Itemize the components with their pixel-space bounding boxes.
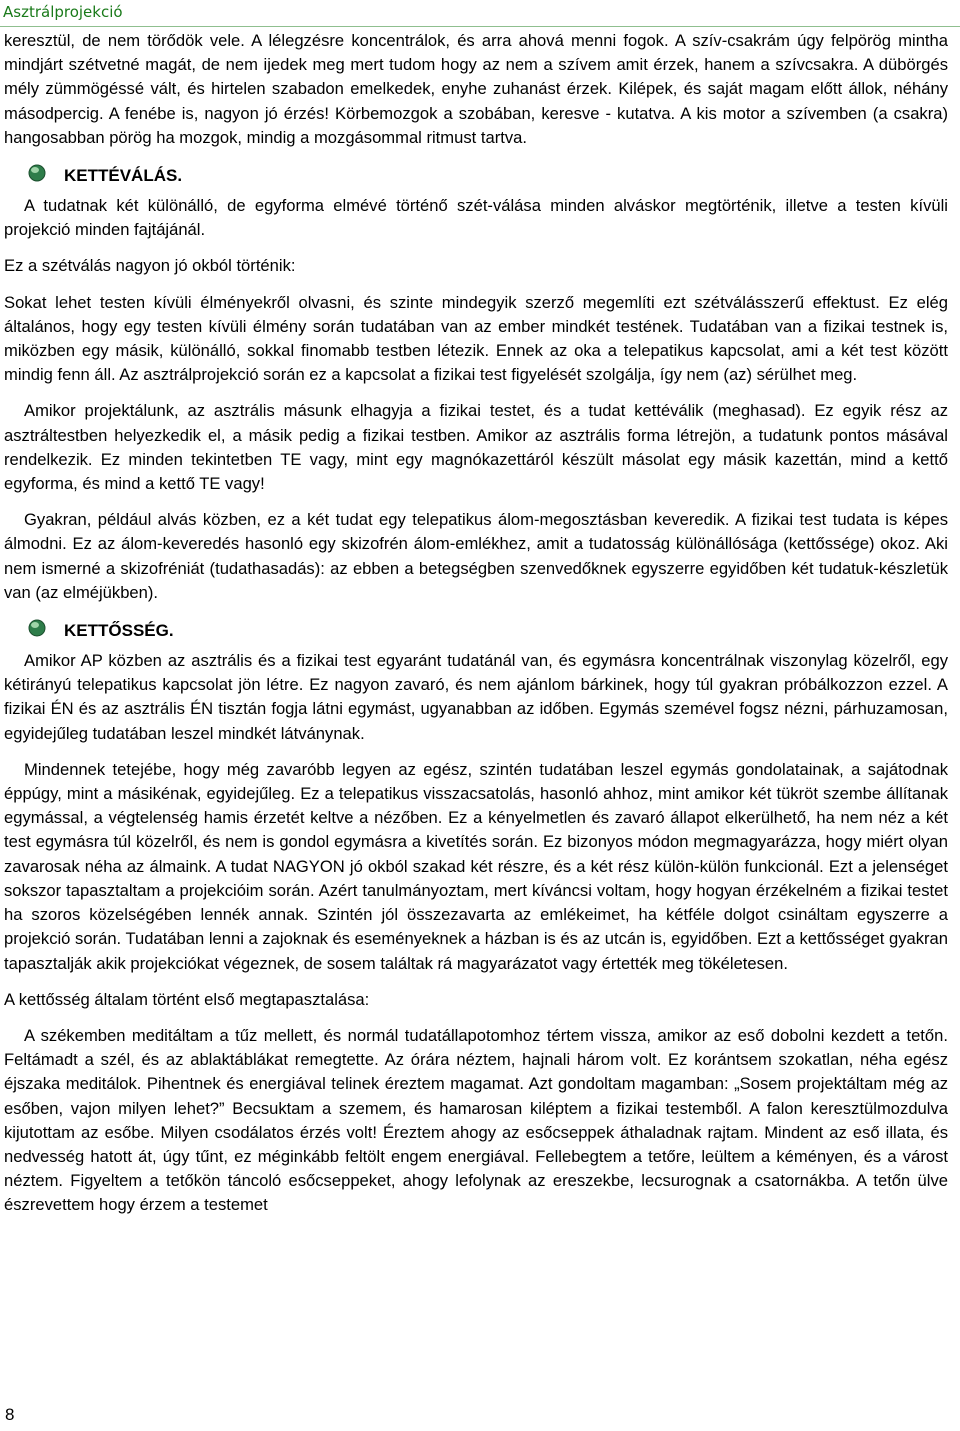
section-heading-kettosseg	[4, 615, 948, 643]
paragraph: A kettősség általam történt első megtapasztalása:	[4, 989, 370, 1009]
paragraph: A székemben meditáltam a tűz mellett, és normál tudatállapotomhoz tértem vissza, amikor az eső dobolni kezdett a tetőn. Feltámadt a szél, és az ablaktáblákat remegtette. Az órára néztem, hajnali három volt. Ez korántsem szokatlan, néha egész éjszaka meditálok. Pihentnek és energiával telinek éreztem magamat. Azt gondoltam magamban: „Sosem projektáltam még az esőben, vajon milyen lehet?” Becsuktam a szemem, és hamarosan kiléptem a fizikai testemből. A falon keresztülmozdulva kijutottam az esőbe. Milyen csodálatos érzés volt! Éreztem ahogy az esőcseppek áthaladnak rajtam. Mindent az eső illata, és nedvesség hatott át, úgy tűnt, ez méginkább feltölt engem energiával. Fellebegtem a tetőre, leültem a kéményen, és a várost néztem. Figyeltem a tetőkön táncoló esőcseppeket, ahogy lefolynak az ereszekbe, lecsurognak a csatornákba. A tetőn ülve észrevettem hogy érzem a testemet	[4, 1025, 948, 1215]
paragraph: Amikor AP közben az asztrális és a fizikai test egyaránt tudatánál van, és egymásra koncentrálnak viszonylag közelről, egy kétirányú telepatikus kapcsolat jön létre. Ez nagyon zavaró, és nem ajánlom bárkinek, hogy túl gyakran próbálkozzon ezzel. A fizikai ÉN és az asztrális ÉN tisztán fogja látni egymást, ugyanabban az időben. Egymás szemével fogsz nézni, párhuzamosan, egyidejűleg tudatában leszel mindkét látványnak.	[4, 651, 948, 743]
page-number: 8	[5, 1405, 15, 1424]
globe-bullet-icon	[28, 164, 46, 182]
paragraph-intro: keresztül, de nem törődök vele. A lélegzésre koncentrálok, és arra ahová menni fogok. A szív-csakrám úgy felpörög mintha mindjárt szétvetné magát, de nem ijedek meg mert tudom hogy az nem a szívem amit érzek, hanem a szívcsakra. A dübörgés mély zümmögéssé vált, és hirtelen szabadon emelkedek, enyhe zuhanást érzek. Kilépek, és saját magam előtt állok, néhány másodpercig. A fenébe is, nagyon jó érzés! Körbemozgok a szobában, keresve - kutatva. A kis motor a szívemben (a csakra) hangosabban pörög ha mozgok, mindig a mozgásommal ritmust tartva.	[4, 31, 948, 147]
paragraph: Gyakran, például alvás közben, ez a két tudat egy telepatikus álom-megosztásban keveredik. A fizikai test tudata is képes álmodni. Ez az álom-keveredés hasonló egy skizofrén álom-emlékhez, amit a tudatosság különállósága (kettőssége) okoz. Aki nem ismerné a skizofréniát (tudathasadás): az ebben a betegségben szenvedőknek egyszerre egyidőben két tudatuk-készletük van (az elméjükben).	[4, 510, 948, 602]
paragraph: Sokat lehet testen kívüli élményekről olvasni, és szinte mindegyik szerző megemlíti ezt szétválásszerű effektust. Ez elég általános, hogy egy testen kívüli élmény során tudatában van az ember mindkét testének. Tudatában van a fizikai testnek is, miközben egy másik, különálló, sokkal finomabb testben létezik. Ennek az oka a telepatikus kapcsolat, ami a két test között mindig fenn áll. Az asztrálprojekció során ez a kapcsolat a fizikai test figyelését szolgálja, így nem (az) sérülhet meg.	[4, 292, 948, 385]
globe-bullet-icon	[28, 619, 46, 637]
section-heading-kettevalas	[4, 160, 948, 188]
paragraph: A tudatnak két különálló, de egyforma elmévé történő szét-válása minden alváskor megtörténik, illetve a testen kívüli projekció minden fajtájánál.	[4, 196, 948, 240]
paragraph: Mindennek tetejébe, hogy még zavaróbb legyen az egész, szintén tudatában leszel egymás gondolatainak, a sajátodnak éppúgy, mint a másikénak, egyidejűleg. Ez a telepatikus visszacsatolás, hasonló ahhoz, mint amikor két tükröt szembe állítanak egymással, a végtelenség hamis érzetét keltve a nézőben. Ez a kényelmetlen és zavaró állapot elkerülhető, ha nem néz a két test egymásra túl közelről, és nem is gondol egymásra a kivetítés során. Ez bizonyos módon megmagyarázza, hogy miért olyan zavarosak néha az álmaink. A tudat NAGYON jó okból szakad két részre, és a két rész külön-külön funkcionál. Ezt a jelenséget sokszor tapasztaltam a projekcióim során. Azért tanulmányoztam, mert kíváncsi voltam, hogy hogyan érzékelném a fizikai testet ha szoros közelségében lennék annak. Szintén jól összezavarta az emlékeimet, ha kétféle dolgot csináltam egyszerre a projekció során. Tudatában lenni a zajoknak és eseményeknek a házban is és az utcán is, egyidőben. Ezt a kettősséget gyakran tapasztalják akik projekciókat végeznek, de sosem találtak rá magyarázatot vagy értették meg tökéletesen.	[4, 759, 948, 973]
header-title: Asztrálprojekció	[3, 3, 123, 21]
running-header	[0, 0, 960, 27]
paragraph: Amikor projektálunk, az asztrális másunk elhagyja a fizikai testet, és a tudat kettéválik (meghasad). Ez egyik rész az asztráltestben helyezkedik el, a másik pedig a fizikai testben. Amikor az asztrális forma létrejön, a tudatunk pontos másával rendelkezik. Ez minden tekintetben TE vagy, mint egy magnókazettáról készült másolat egy másik kazettán, mind a kettő egyforma, és mind a kettő TE vagy!	[4, 401, 948, 494]
heading-text: KETTÉVÁLÁS.	[64, 166, 183, 186]
paragraph: Ez a szétválás nagyon jó okból történik:	[4, 256, 296, 276]
heading-text: KETTŐSSÉG.	[64, 621, 174, 641]
document-body	[4, 29, 948, 1218]
